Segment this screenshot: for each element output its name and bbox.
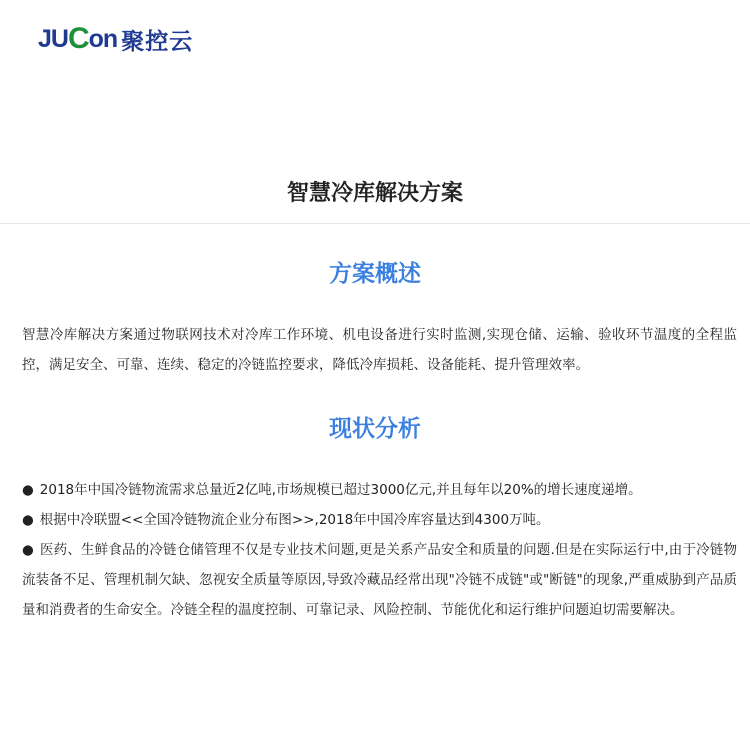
list-item (22, 475, 737, 505)
list-item (22, 505, 737, 535)
list-item (22, 535, 737, 625)
overview-heading: 方案概述 (329, 261, 421, 287)
bullet-icon: ● (22, 512, 34, 528)
bullet-icon: ● (22, 542, 34, 558)
divider (0, 223, 750, 224)
logo-text-c: C (67, 22, 89, 55)
logo-text-cn: 聚控云 (121, 27, 194, 54)
list-item-text: 医药、生鲜食品的冷链仓储管理不仅是专业技术问题,更是关系产品安全和质量的问题.但是在实际运行中,由于冷链物流装备不足、管理机制欠缺、忽视安全质量等原因,导致冷藏品经常出现"冷链不成链"或"断链"的现象,严重威胁到产品质量和消费者的生命安全。冷链全程的温度控制、可靠记录、风险控制、节能优化和运行维护问题迫切需要解决。 (22, 542, 738, 618)
list-item-text: 根据中冷联盟<<全国冷链物流企业分布图>>,2018年中国冷库容量达到4300万吨。 (39, 512, 550, 528)
logo (38, 24, 193, 54)
logo-text-on: on (88, 24, 118, 53)
status-heading: 现状分析 (329, 416, 421, 442)
status-list (22, 475, 737, 625)
list-item-text: 2018年中国冷链物流需求总量近2亿吨,市场规模已超过3000亿元,并且每年以20%的增长速度递增。 (39, 482, 642, 498)
bullet-icon: ● (22, 482, 34, 498)
logo-text: JU (38, 24, 68, 53)
page-title: 智慧冷库解决方案 (286, 181, 463, 206)
overview-text: 智慧冷库解决方案通过物联网技术对冷库工作环境、机电设备进行实时监测,实现仓储、运输、验收环节温度的全程监控，满足安全、可靠、连续、稳定的冷链监控要求，降低冷库损耗、设备能耗、提升管理效率。 (22, 327, 737, 373)
